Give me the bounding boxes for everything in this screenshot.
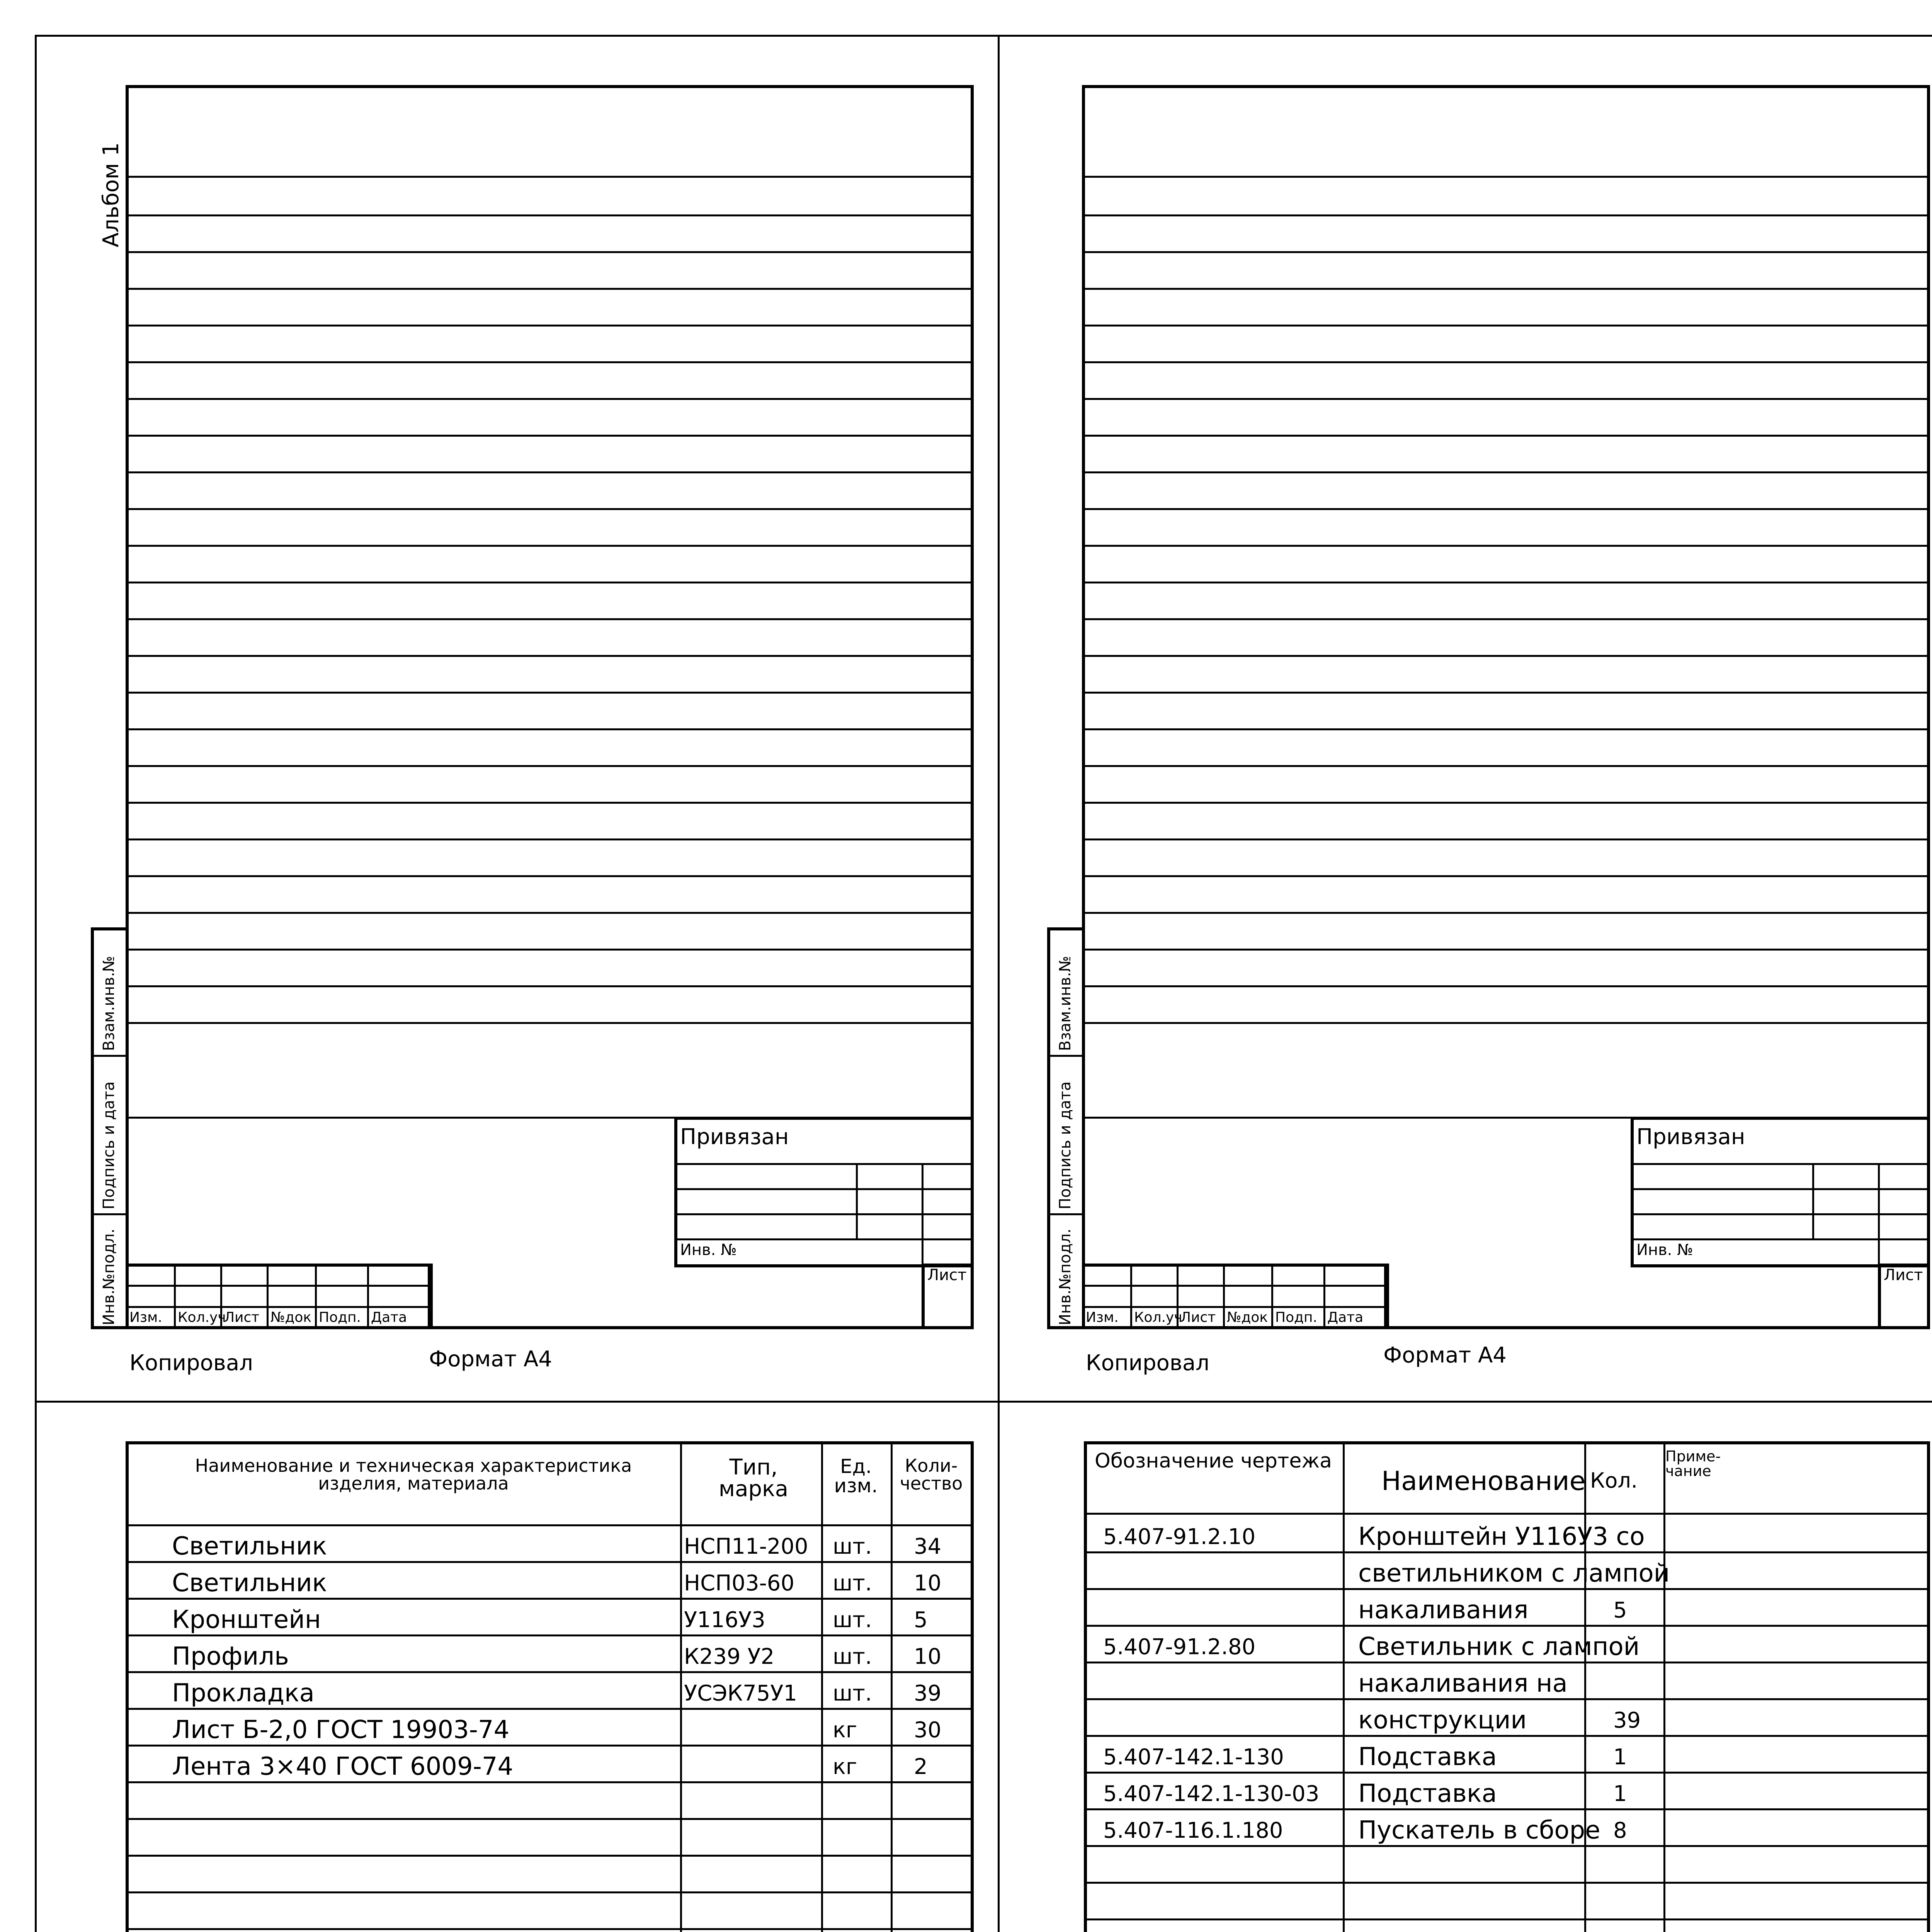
rev-divider	[315, 1264, 317, 1329]
row-name: Кронштейн	[172, 1605, 321, 1634]
row-name: накаливания	[1358, 1596, 1529, 1624]
row-type: НСП11-200	[684, 1534, 808, 1559]
row-qty: 8	[1613, 1818, 1627, 1843]
rev-divider	[267, 1264, 269, 1329]
ruled-line	[126, 582, 974, 583]
ruled-line	[126, 985, 974, 987]
rev-col-header: Изм.	[129, 1310, 162, 1325]
table-row-line	[126, 1708, 974, 1710]
ruled-line	[126, 692, 974, 694]
rev-divider	[1271, 1264, 1273, 1329]
rev-line	[126, 1285, 431, 1287]
sheet-bottom-right	[966, 1403, 1932, 1932]
row-unit: шт.	[833, 1607, 872, 1633]
ruled-line	[1082, 618, 1930, 620]
ruled-line	[1082, 838, 1930, 840]
ruled-line	[1082, 214, 1930, 216]
privyazan-label: Привязан	[1636, 1124, 1745, 1150]
ruled-line	[1082, 582, 1930, 583]
ruled-line	[126, 545, 974, 547]
row-name: Пускатель в сборе	[1358, 1816, 1600, 1845]
ruled-line	[1082, 802, 1930, 804]
rev-line	[126, 1306, 431, 1308]
footer-copied: Копировал	[1086, 1350, 1209, 1376]
sheet-top-left	[0, 0, 997, 1399]
ruled-line	[126, 912, 974, 914]
row-qty: 39	[914, 1681, 942, 1706]
side-label-inv-podl: Инв.№подл.	[100, 1228, 118, 1325]
row-name: Профиль	[172, 1642, 289, 1671]
header-unit: Ед. изм.	[834, 1455, 878, 1497]
ruled-line	[1082, 545, 1930, 547]
row-qty: 1	[1613, 1781, 1627, 1806]
row-name: Подставка	[1358, 1779, 1497, 1808]
table-row-line	[1084, 1772, 1930, 1774]
side-label-signature-date: Подпись и дата	[100, 1081, 118, 1209]
row-name: Подставка	[1358, 1743, 1497, 1771]
ruled-line	[126, 949, 974, 951]
column-divider	[1663, 1441, 1665, 1932]
row-unit: кг	[833, 1718, 857, 1743]
row-designation: 5.407-91.2.10	[1103, 1524, 1256, 1549]
row-name: Лист Б-2,0 ГОСТ 19903-74	[172, 1716, 510, 1744]
table-row-line	[126, 1928, 974, 1930]
rev-divider	[1323, 1264, 1325, 1329]
table-row-line	[126, 1745, 974, 1747]
row-designation: 5.407-91.2.80	[1103, 1634, 1256, 1660]
rev-line	[1082, 1306, 1387, 1308]
ruled-line	[1082, 912, 1930, 914]
rev-col-header: Дата	[371, 1310, 407, 1325]
ruled-line	[1082, 508, 1930, 510]
column-divider	[821, 1441, 823, 1932]
row-qty: 39	[1613, 1708, 1641, 1733]
ruled-line	[126, 618, 974, 620]
rev-divider	[1223, 1264, 1225, 1329]
column-divider	[680, 1441, 682, 1932]
rev-col-header: Кол.уч	[178, 1310, 226, 1325]
ruled-line	[1082, 251, 1930, 253]
sheet-bottom-left	[0, 1403, 997, 1932]
ruled-line	[126, 325, 974, 327]
ruled-line	[126, 728, 974, 730]
ruled-line	[126, 875, 974, 877]
ruled-line	[126, 1022, 974, 1024]
table-row-line	[1084, 1882, 1930, 1884]
side-label-signature-date: Подпись и дата	[1056, 1081, 1074, 1209]
rev-col-header: Кол.уч	[1134, 1310, 1182, 1325]
rev-divider	[367, 1264, 369, 1329]
side-label-vzam-inv: Взам.инв.№	[1056, 956, 1074, 1051]
ruled-line	[1082, 471, 1930, 473]
row-type: К239 У2	[684, 1644, 775, 1669]
table-row-line	[126, 1855, 974, 1857]
header-qty: Коли-чество	[900, 1455, 963, 1494]
footer-format: Формат А4	[1383, 1343, 1507, 1368]
ruled-line	[126, 288, 974, 290]
rev-col-header: Подп.	[1275, 1310, 1317, 1325]
row-name: конструкции	[1358, 1706, 1527, 1735]
ruled-line	[1082, 325, 1930, 327]
table-row-line	[126, 1891, 974, 1893]
side-label-inv-podl: Инв.№подл.	[1056, 1228, 1074, 1325]
ruled-line	[1082, 692, 1930, 694]
row-qty: 5	[1613, 1598, 1627, 1623]
ruled-line	[126, 214, 974, 216]
column-divider	[891, 1441, 893, 1932]
ruled-line	[1082, 361, 1930, 363]
header-note: Приме-чание	[1665, 1448, 1721, 1480]
row-name: Лента 3×40 ГОСТ 6009-74	[172, 1752, 514, 1781]
row-name: Кронштейн У116У3 со	[1358, 1522, 1645, 1551]
ruled-line	[1082, 949, 1930, 951]
row-name: Светильник	[172, 1532, 327, 1561]
table-row-line	[1084, 1662, 1930, 1663]
album-label: Альбом 1	[99, 142, 124, 247]
table-row-line	[1084, 1808, 1930, 1810]
ruled-line	[1082, 655, 1930, 657]
row-name: Светильник	[172, 1569, 327, 1597]
rev-divider	[174, 1264, 176, 1329]
row-qty: 2	[914, 1754, 928, 1779]
row-name: Светильник с лампой	[1358, 1633, 1640, 1661]
row-name: Прокладка	[172, 1679, 315, 1708]
row-type: НСП03-60	[684, 1571, 795, 1596]
rev-line	[1082, 1285, 1387, 1287]
ruled-line	[1082, 875, 1930, 877]
row-qty: 30	[914, 1718, 942, 1743]
footer-format: Формат А4	[429, 1347, 552, 1372]
row-name: светильником с лампой	[1358, 1559, 1670, 1588]
table-row-line	[1084, 1551, 1930, 1553]
rev-col-header: №док	[270, 1310, 312, 1325]
ruled-line	[126, 435, 974, 437]
ruled-line	[1082, 728, 1930, 730]
header-line	[126, 1524, 974, 1526]
footer-copied: Копировал	[129, 1350, 253, 1376]
ruled-line	[126, 251, 974, 253]
column-divider	[1343, 1441, 1345, 1932]
table-row-line	[126, 1598, 974, 1600]
ruled-line	[1082, 435, 1930, 437]
inv-no-label: Инв. №	[1636, 1241, 1693, 1259]
row-qty: 5	[914, 1607, 928, 1633]
table-row-line	[1084, 1735, 1930, 1737]
rev-col-header: Дата	[1327, 1310, 1364, 1325]
side-label-vzam-inv: Взам.инв.№	[100, 956, 118, 1051]
rev-col-header: Лист	[224, 1310, 260, 1325]
header-name: Наименование и техническая характеристика изделия, материала	[195, 1455, 632, 1494]
table-row-line	[1084, 1918, 1930, 1920]
ruled-line	[126, 655, 974, 657]
header-type: Тип, марка	[718, 1455, 789, 1502]
table-row-line	[126, 1634, 974, 1636]
row-qty: 10	[914, 1571, 942, 1596]
ruled-line	[1082, 176, 1930, 178]
rev-divider	[1387, 1264, 1389, 1329]
ruled-line	[126, 508, 974, 510]
rev-col-header: Лист	[1180, 1310, 1216, 1325]
ruled-line	[126, 802, 974, 804]
row-qty: 10	[914, 1644, 942, 1669]
table-row-line	[1084, 1588, 1930, 1590]
header-qty: Кол.	[1590, 1468, 1638, 1493]
column-divider	[1584, 1441, 1586, 1932]
rev-col-header: №док	[1227, 1310, 1268, 1325]
ruled-line	[126, 398, 974, 400]
header-name: Наименование	[1381, 1466, 1586, 1497]
row-designation: 5.407-142.1-130-03	[1103, 1781, 1320, 1806]
row-unit: шт.	[833, 1534, 872, 1559]
table-row-line	[1084, 1845, 1930, 1847]
ruled-line	[1082, 765, 1930, 767]
row-unit: шт.	[833, 1644, 872, 1669]
ruled-line	[1082, 288, 1930, 290]
ruled-line	[126, 838, 974, 840]
ruled-line	[126, 176, 974, 178]
row-type: У116У3	[684, 1607, 765, 1633]
sheet-top-right	[966, 0, 1932, 1399]
row-unit: шт.	[833, 1571, 872, 1596]
row-type: УСЭК75У1	[684, 1681, 798, 1706]
row-unit: кг	[833, 1754, 857, 1779]
table-row-line	[126, 1818, 974, 1820]
inv-no-label: Инв. №	[680, 1241, 737, 1259]
rev-col-header: Изм.	[1086, 1310, 1119, 1325]
row-qty: 1	[1613, 1745, 1627, 1770]
rev-col-header: Подп.	[319, 1310, 361, 1325]
rev-divider	[431, 1264, 433, 1329]
ruled-line	[126, 471, 974, 473]
ruled-line	[1082, 1022, 1930, 1024]
privyazan-label: Привязан	[680, 1124, 789, 1150]
header-designation: Обозначение чертежа	[1094, 1449, 1332, 1473]
table-row-line	[126, 1561, 974, 1563]
row-name: накаливания на	[1358, 1669, 1568, 1698]
ruled-line	[126, 361, 974, 363]
table-row-line	[1084, 1625, 1930, 1627]
table-row-line	[1084, 1698, 1930, 1700]
table-row-line	[126, 1671, 974, 1673]
table-row-line	[126, 1781, 974, 1783]
ruled-line	[1082, 398, 1930, 400]
row-qty: 34	[914, 1534, 942, 1559]
sheet-label: Лист	[927, 1266, 967, 1284]
ruled-line	[126, 765, 974, 767]
row-designation: 5.407-116.1.180	[1103, 1818, 1283, 1843]
header-line	[1084, 1513, 1930, 1515]
sheet-label: Лист	[1884, 1266, 1923, 1284]
row-unit: шт.	[833, 1681, 872, 1706]
row-designation: 5.407-142.1-130	[1103, 1745, 1284, 1770]
rev-divider	[1130, 1264, 1132, 1329]
ruled-line	[1082, 985, 1930, 987]
